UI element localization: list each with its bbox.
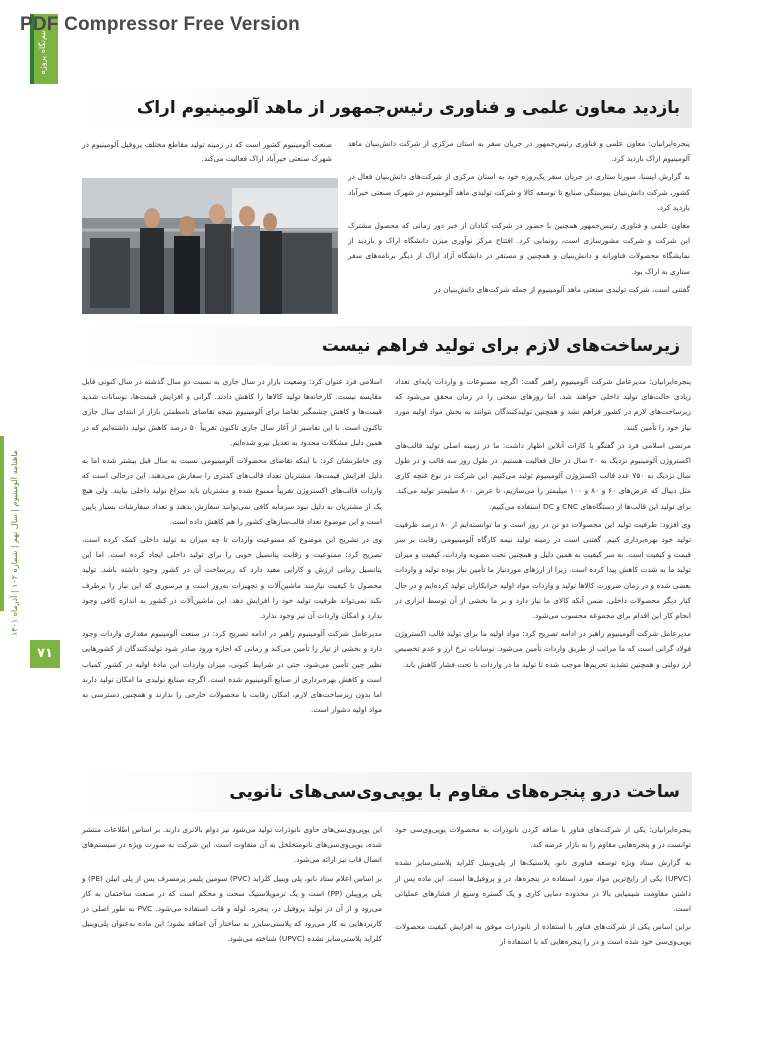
section2-paragraph: وی خاطرنشان کرد: با اینکه تقاضای محصولات آلومینیومی نسبت به سال قبل بیشتر شده اما به دلیل افزایش قیمت‌ها، مشتریان تعداد قالب‌های کمتری را سفارش می‌دهند. این درحالی است که واردات قالب‌های اکستروژن تقریباً ممنوع شده و مشتریان باید سراغ تولید داخلی بیایند. ولی هیچ یک از مشتریان به دلیل نبود سرمایه کافی نمی‌توانند سفارش بدهند و تعداد سفارشات بسیار پایین است و این موضوع تعداد قالب‌سازهای کشور را هم کاهش داده است. bbox=[82, 456, 382, 526]
section3-left-column bbox=[82, 822, 382, 950]
section2-paragraph: مدیرعامل شرکت آلومینیوم راهبر در ادامه تصریح کرد: مواد اولیه ما برای تولید قالب اکستروژن فولاد گرانی است که ما مراتب از طریق واردات تأمین می‌شود. نوسانات نرخ ارز و عدم تخصیص ارز دولتی و همچنین تشدید تحریم‌ها موجب شده تا تولید ما در واردات با تحت فشار کاهش یابد. bbox=[395, 629, 691, 669]
photo-caption: صنعت آلومینیوم کشور است که در زمینه تولید مقاطع مختلف پروفیل آلومینیوم در شهرک صنعتی خیرآباد اراک فعالیت می‌کند. bbox=[82, 140, 332, 163]
section3-title: ساخت درو پنجره‌های مقاوم با یوپی‌وی‌سی‌های نانویی bbox=[82, 772, 692, 812]
page-number: ۷۱ bbox=[30, 640, 60, 668]
section1-paragraph: گفتنی است، شرکت تولیدی صنعتی ماهد آلومینیوم از جمله شرکت‌های دانش‌بنیان در bbox=[433, 284, 690, 294]
section2-paragraph: مدیرعامل شرکت آلومینیوم راهبر در ادامه تصریح کرد: در صنعت آلومینیوم مقداری واردات وجود دارد و بخشی از نیاز را تأمین می‌کند و زمانی که اجازه ورود صادر شود تولیدکنندگان از کشورهایی نظیر چین تأمین می‌شود، حتی در شرایط کنونی، میزان واردات این مادهٔ اولیه در کشور کمیاب است و کاهش بهره‌برداری از صنایع آلومینیوم شده است. اگرچه صنایع تولیدی ما امکان تولید دارند اما بدون زیرساخت‌های لازم، امکان رقابت با محصولات خارجی را ندارند و همچنین دسترسی به مواد اولیه دشوار است. bbox=[82, 629, 382, 715]
section3-right-column bbox=[395, 822, 691, 953]
section3-paragraph: به گزارش ستاد ویژه توسعه فناوری نانو، پلاستیک‌ها از پلی‌وینیل کلراید پلاستی‌سایز نشده (UPVC) یکی از رایج‌ترین مواد مورد استفاده در پنجره‌ها، در و پروفیل‌ها است. این ماده پس از داشتن مقاومت شیمیایی بالا در محدوده دمایی کاری و یک گستره وسیع از فشارهای عملیاتی است. bbox=[395, 858, 691, 914]
section1-body bbox=[348, 136, 690, 300]
section3-paragraph: بر اساس اعلام ستاد نانو، پلی وینیل کلراید (PVC) سومین پلیمر پرمصرف پس از پلی اتیلن (PE) و پلی پروپیلن (PP) است و یک ترموپلاستیک سخت و محکم است که در صنعت ساختمان به کار می‌رود و از آن در تولید پروفیل در، پنجره، لوله و قاب استفاده می‌شود. PVC به طور اصلی در کاربردهایی به کار می‌رود که پلاستی‌سایزر به ساختار آن اضافه نشود؛ این ماده به‌عنوان پلی‌وینیل کلراید پلاستی‌سایز نشده (UPVC) شناخته می‌شود. bbox=[82, 873, 382, 944]
section2-paragraph: وی افزود: ظرفیت تولید این محصولات دو تن در روز است و ما توانسته‌ایم از ۸۰ درصد ظرفیت تولید خود بهره‌برداری کنیم. گفتنی است در زمینه تولید نیمه کارگاه آلومینیومی رقابت بر سر قیمت و کیفیت است. به سر کیفیت به همین دلیل و همچنین تحت مصوبه واردات، کیفیت و میزان تولید ما به شدت کاهش پیدا کرده است. زیرا از ارزهای موردنیاز ما تأمین نیاز بوده تولید و واردات بعضی شده و در زمان ضرورت کالاها تولید و واردات مواد اولیه خرابکاران تولید کرده‌ایم و در حال کنار دیگر محصولات داخلی، ضمن آنکه کالای ما نیاز دارد و بر ما بخشی از آن توسط ابزاری در انجام کار این اقدام برای مجموعه محسوب می‌شود. bbox=[395, 519, 691, 621]
section1-paragraph: به گزارش ایسنا، سورنا ستاری در جریان سفر یک‌روزه خود به استان مرکزی از شرکت‌های دانش‌بنیان فعال در کشور، شرکت دانش‌بنیان پیوستگی صنایع تا توسعه کالا و شرکت تولیدی ماهد آلومینیوم در شهرک صنعتی خیرآباد بازدید کرد. bbox=[348, 172, 690, 212]
magazine-issue-info: ماهنامه آلومینیوم | سال نهم | شماره ۱۰۲ | آذرماه ۱۴۰۱ bbox=[10, 450, 19, 636]
section2-title: زیرساخت‌های لازم برای تولید فراهم نیست bbox=[82, 326, 692, 366]
section1-paragraph: پنجره‌ایرانیان: معاون علمی و فناوری رئیس‌جمهور در جریان سفر به استان مرکزی از شرکت دانش‌بنیان ماهد آلومینیوم اراک بازدید کرد. bbox=[348, 139, 690, 164]
section2-paragraph: مرتضی اسلامی فرد در گفتگو با کارات آنلاین اظهار داشت: ما در زمینه اصلی تولید قالب‌های اکستروژن آلومینیوم نزدیک به ۲۰ سال در حال فعالیت هستیم. در طول روز سه قالب و در طول سال نزدیک به ۷۵۰ عدد قالب اکستروژن آلومینیوم تولید می‌کنیم. این شرکت در نوع غنچه کاری مثل دیبال که عرض‌های ۶۰ و ۸۰ و ۱۰۰ میلیمتر را می‌سازیم، تا عرض ۸۰۰ میلیمتر تولید می‌کند. برای تولید این قالب‌ها از دستگاه‌های CNC و DC استفاده می‌کنیم. bbox=[395, 440, 691, 511]
section1-paragraph: معاون علمی و فناوری رئیس‌جمهور همچنین با حضور در شرکت کنادان از خبر دور زمانی که محصول مشترک این شرکت و شرکت مشورسازی است، رونمایی کرد. افتتاح مرکز نوآوری میزن دانشگاه اراک و بازدید از نمایشگاه محصولات فناورانه و دانش‌بنیان و همچنین و مستقر در دانشگاه آزاد اراک از دیگر برنامه‌های سفر ستاری به اراک بود. bbox=[348, 221, 690, 276]
section3-paragraph: براین اساس یکی از شرکت‌های فناور با استفاده از نانوذرات موفق به افزایش کیفیت محصولات یوپی‌وی‌سی خود شده است و در را پنجره‌هایی که با استفاده از bbox=[395, 922, 691, 947]
section3-paragraph: این یوپی‌وی‌سی‌های حاوی نانوذرات تولید می‌شود نیز دوام بالاتری دارند. بر اساس اطلاعات منتشر شده، یوپی‌وی‌سی‌های نانومتخلخل به آن متفاوت است. این شرکت به صورت ویژه در سیستم‌های اتصال قاب نیز ارائه می‌شود. bbox=[82, 825, 382, 865]
section2-paragraph: اسلامی فرد عنوان کرد: وضعیت بازار در سال جاری به نسبت دو سال گذشته در سال کنونی قابل مقایسه نیست. کارخانه‌ها تولید کالاها را کاهش دادند. گرانی و افزایش قیمت‌ها، نوسانات شدید قیمت‌ها و کاهش چشمگیر تقاضا برای آلومینیوم نتیجه تقاضای نامطمئن بازار از ابتدای سال جاری تاکنون است. با این تفاسیر از آغاز سال جاری تاکنون تقریباً ۵۰ درصد کاهش تولید داشته‌ایم که در همین دلیل مشکلات محدود به تعدیل نیرو شده‌ایم. bbox=[82, 377, 382, 447]
factory-visit-photo bbox=[82, 178, 338, 314]
section2-left-column bbox=[82, 374, 382, 720]
section2-paragraph: پنجره‌ایرانیان: مدیرعامل شرکت آلومینیوم راهبر گفت: اگرچه مصنوعات و واردات پایه‌ای تعداد زیادی حالت‌های تولید داخلی خواهند شد، اما روزهای سختی را در زمان محقق می‌شود که زیرساخت‌های لازم در کشور فراهم نشد و همچنین تولیدکنندگان نتوانند به بخش مواد اولیه مورد نیاز خود را تأمین کنند. bbox=[395, 377, 691, 432]
watermark-text: PDF Compressor Free Version bbox=[20, 14, 300, 35]
section2-paragraph: وی در تشریح این موضوع که ممنوعیت واردات تا چه میزان به تولید داخلی کمک کرده است، تصریح کرد: ممنوعیت و رقابت پتانسیل خوبی را برای تولید داخلی ایجاد کرده است. اما این پتانسیل زمانی ارزش و کارایی مفید دارد که زیرساخت آن در کشور وجود داشته باشد. تولید محصول با کیفیت نیازمند ماشین‌آلات و تجهیزات به‌روز است و مرصوری که این نیاز را برطرف نکند نمی‌تواند ظرفیت تولید خود را افزایش دهد. این ماشین‌آلات در کشور به اندازه کافی وجود ندارد و امکان واردات آن نیز وجود ندارد. bbox=[82, 535, 382, 621]
left-color-rail bbox=[0, 436, 4, 611]
section1-title: بازدید معاون علمی و فناوری رئیس‌جمهور از ماهد آلومینیوم اراک bbox=[82, 88, 692, 128]
factory-visit-illustration bbox=[82, 178, 338, 314]
section2-right-column bbox=[395, 374, 691, 675]
side-tab-label: نیم‌نگاه پروژه bbox=[38, 30, 47, 75]
section3-paragraph: پنجره‌ایرانیان: یکی از شرکت‌های فناور با ضافه کردن نانوذرات به محصولات یوپی‌وی‌سی خود توانست در و پنجره‌هایی مقاوم را به بازار عرضه کند. bbox=[395, 825, 691, 850]
